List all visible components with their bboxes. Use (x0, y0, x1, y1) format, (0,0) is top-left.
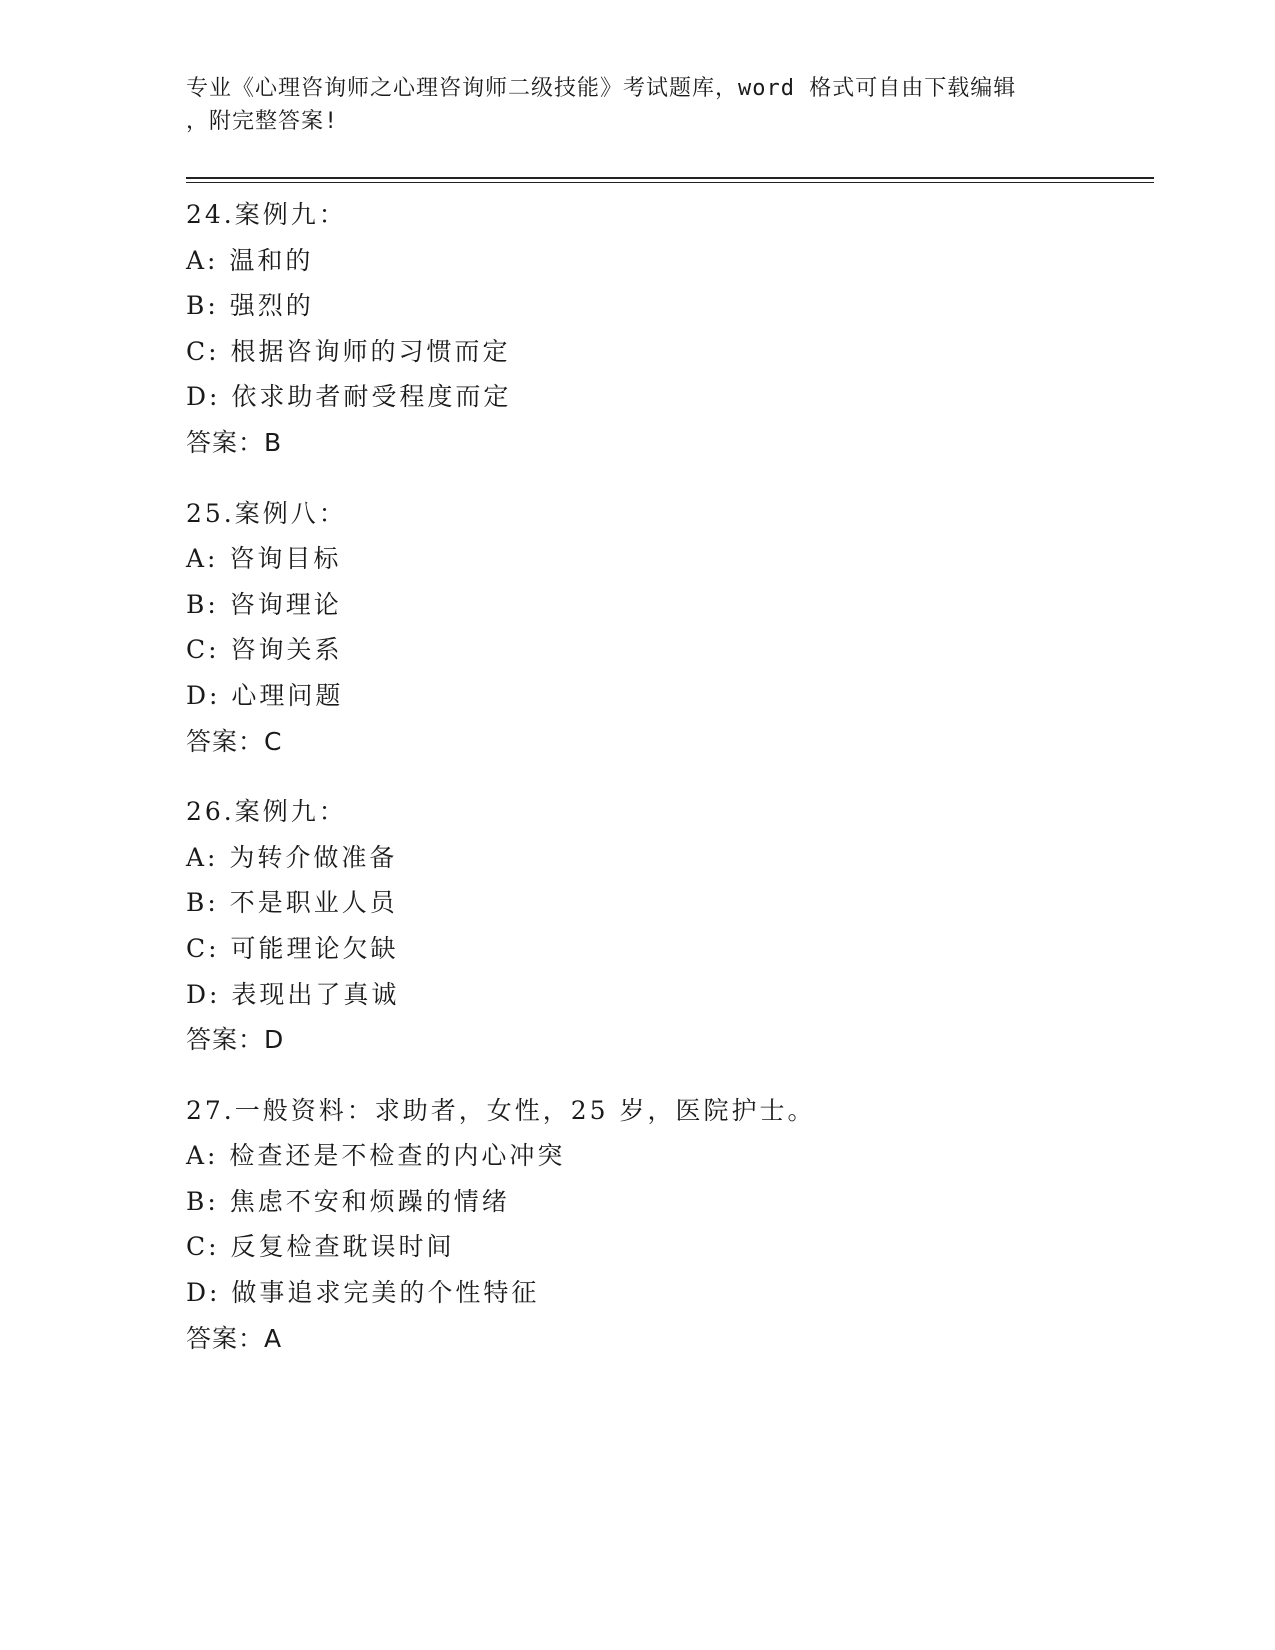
header-line-2: ，附完整答案! (186, 109, 339, 134)
header-divider (186, 177, 1154, 183)
header-line-1: 专业《心理咨询师之心理咨询师二级技能》考试题库，word 格式可自由下载编辑 (186, 76, 1017, 101)
document-header (186, 72, 1086, 138)
option-d: D: 心理问题 (186, 680, 344, 710)
option-b: B: 焦虑不安和烦躁的情绪 (186, 1186, 510, 1216)
question-stem: 26.案例九： (186, 797, 347, 827)
option-c: C: 可能理论欠缺 (186, 933, 399, 963)
option-d: D: 表现出了真诚 (186, 979, 400, 1009)
option-a: A: 温和的 (186, 245, 314, 275)
option-a: A: 为转介做准备 (186, 842, 398, 872)
answer-label: 答案：A (186, 1323, 283, 1353)
question-stem: 27.一般资料：求助者，女性，25 岁，医院护士。 (186, 1095, 816, 1125)
option-c: C: 反复检查耽误时间 (186, 1232, 455, 1262)
question-list (186, 192, 1146, 1386)
question-27 (186, 1088, 1146, 1362)
question-25 (186, 491, 1146, 765)
option-b: B: 强烈的 (186, 291, 314, 321)
answer-label: 答案：D (186, 1025, 285, 1055)
option-b: B: 不是职业人员 (186, 888, 398, 918)
option-d: D: 做事追求完美的个性特征 (186, 1278, 540, 1308)
option-a: A: 咨询目标 (186, 544, 342, 574)
question-stem: 24.案例九： (186, 200, 347, 229)
option-c: C: 根据咨询师的习惯而定 (186, 336, 511, 366)
option-c: C: 咨询关系 (186, 635, 343, 665)
answer-label: 答案：C (186, 726, 283, 756)
answer-label: 答案：B (186, 427, 283, 457)
question-26 (186, 789, 1146, 1063)
question-24 (186, 192, 1146, 466)
option-a: A: 检查还是不检查的内心冲突 (186, 1141, 566, 1171)
question-stem: 25.案例八： (186, 498, 347, 528)
option-d: D: 依求助者耐受程度而定 (186, 382, 512, 412)
option-b: B: 咨询理论 (186, 589, 342, 619)
